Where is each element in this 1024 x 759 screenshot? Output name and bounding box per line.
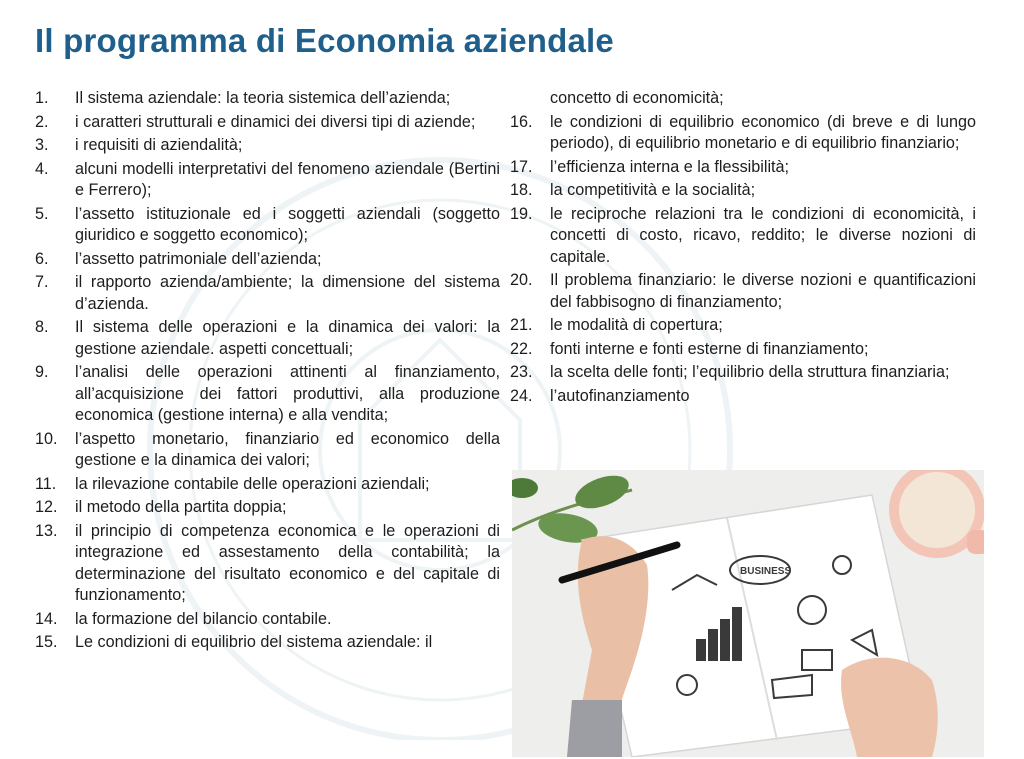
item-number: 8. bbox=[35, 318, 49, 337]
item-number: 7. bbox=[35, 273, 49, 292]
list-item bbox=[35, 135, 500, 156]
item-number: 12. bbox=[35, 498, 58, 517]
item-text: la competitività e la socialità; bbox=[550, 181, 756, 200]
list-item bbox=[35, 362, 500, 426]
business-badge-text: BUSINESS bbox=[740, 566, 792, 577]
item-text: la rilevazione contabile delle operazioni aziendali; bbox=[75, 474, 430, 493]
list-item bbox=[35, 317, 500, 360]
list-item bbox=[510, 362, 976, 383]
item-number: 11. bbox=[35, 474, 57, 493]
item-number: 1. bbox=[35, 89, 49, 107]
list-item bbox=[35, 272, 500, 315]
list-item bbox=[35, 204, 500, 247]
list-item bbox=[510, 204, 976, 268]
item-number: 10. bbox=[35, 429, 58, 448]
item-text: l’assetto patrimoniale dell’azienda; bbox=[75, 249, 322, 268]
list-item bbox=[510, 180, 976, 201]
list-item bbox=[35, 88, 500, 109]
item-text: concetto di economicità; bbox=[550, 89, 724, 107]
list-item bbox=[510, 386, 976, 407]
item-number: 3. bbox=[35, 136, 49, 155]
item-number: 15. bbox=[35, 633, 58, 652]
item-text: l’aspetto monetario, finanziario ed economico della gestione e la dinamica dei valori; bbox=[75, 429, 500, 470]
list-item bbox=[510, 112, 976, 155]
item-text: il principio di competenza economica e le operazioni di integrazione ed assestamento della contabilità; la determinazione del risultato economico e del capitale di funzionamento; bbox=[75, 521, 500, 605]
list-item bbox=[510, 270, 976, 313]
item-number: 2. bbox=[35, 112, 49, 131]
item-text: Il sistema delle operazioni e la dinamica dei valori: la gestione aziendale. aspetti concettuali; bbox=[75, 318, 500, 358]
item-text: Le condizioni di equilibrio del sistema aziendale: il bbox=[75, 633, 433, 652]
list-item bbox=[35, 159, 500, 202]
right-hand-icon bbox=[841, 658, 938, 757]
list-item bbox=[35, 609, 500, 630]
item-text: le modalità di copertura; bbox=[550, 316, 723, 335]
item-text: l’efficienza interna e la flessibilità; bbox=[550, 157, 790, 176]
item-number: 24. bbox=[510, 386, 533, 405]
item-number: 16. bbox=[510, 112, 533, 131]
item-number: 22. bbox=[510, 339, 533, 358]
program-list-left bbox=[35, 88, 500, 656]
program-list-right bbox=[510, 88, 976, 410]
item-text: il metodo della partita doppia; bbox=[75, 498, 287, 517]
list-item bbox=[510, 315, 976, 336]
item-number: 5. bbox=[35, 204, 49, 223]
item-text: il rapporto azienda/ambiente; la dimensione del sistema d’azienda. bbox=[75, 273, 500, 313]
list-item bbox=[35, 497, 500, 518]
item-number: 17. bbox=[510, 157, 533, 176]
item-number: 14. bbox=[35, 609, 58, 628]
page-title: Il programma di Economia aziendale bbox=[35, 22, 614, 59]
notebook-sketch-illustration bbox=[512, 470, 984, 757]
item-text: la scelta delle fonti; l’equilibrio della struttura finanziaria; bbox=[550, 363, 950, 382]
item-number: 13. bbox=[35, 521, 58, 540]
item-text: la formazione del bilancio contabile. bbox=[75, 609, 332, 628]
list-item bbox=[35, 521, 500, 607]
list-item bbox=[35, 249, 500, 270]
item-number: 21. bbox=[510, 316, 533, 335]
item-text: Il sistema aziendale: la teoria sistemica dell’azienda; bbox=[75, 89, 451, 107]
item-text: l’analisi delle operazioni attinenti al finanziamento, all’acquisizione dei fattori produttivi, alla produzione economica (gestione interna) e alla vendita; bbox=[75, 363, 500, 425]
item-text: l’assetto istituzionale ed i soggetti aziendali (soggetto giuridico e soggetto economico); bbox=[75, 204, 500, 245]
item-text: alcuni modelli interpretativi del fenomeno aziendale (Bertini e Ferrero); bbox=[75, 159, 500, 200]
item-text: Il problema finanziario: le diverse nozioni e quantificazioni del fabbisogno di finanziamento; bbox=[550, 271, 976, 311]
business-illustration-photo bbox=[512, 470, 984, 757]
list-item bbox=[35, 632, 500, 653]
item-text: i requisiti di aziendalità; bbox=[75, 136, 243, 155]
item-text: fonti interne e fonti esterne di finanziamento; bbox=[550, 339, 869, 358]
item-number: 4. bbox=[35, 159, 49, 178]
item-text: le reciproche relazioni tra le condizioni di economicità, i concetti di costo, ricavo, reddito; le diverse nozioni di capitale. bbox=[550, 204, 976, 266]
item-number: 18. bbox=[510, 181, 533, 200]
item-number: 9. bbox=[35, 363, 49, 382]
list-item bbox=[510, 339, 976, 360]
list-item bbox=[35, 429, 500, 472]
list-item bbox=[35, 474, 500, 495]
item-number: 23. bbox=[510, 363, 533, 382]
list-item bbox=[35, 112, 500, 133]
item-number: 6. bbox=[35, 249, 49, 268]
item-text: i caratteri strutturali e dinamici dei diversi tipi di aziende; bbox=[75, 112, 476, 131]
item-text: le condizioni di equilibrio economico (di breve e di lungo periodo), di equilibrio monetario e di equilibrio finanziario; bbox=[550, 112, 976, 152]
item-text: l’autofinanziamento bbox=[550, 386, 690, 405]
list-item bbox=[510, 157, 976, 178]
list-item-continuation bbox=[510, 88, 976, 109]
item-number: 20. bbox=[510, 271, 533, 290]
item-number: 19. bbox=[510, 204, 533, 223]
